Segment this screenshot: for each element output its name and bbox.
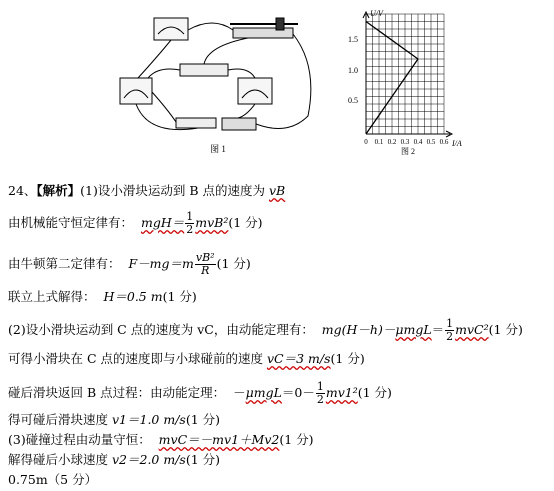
solution-line-6: 可得小滑块在 C 点的速度即与小球碰前的速度 vC＝3 m/s(1 分) <box>8 351 365 366</box>
switch-icon <box>176 118 216 128</box>
solution-line-4: 联立上式解得： H＝0.5 m(1 分) <box>8 289 197 304</box>
solution-line-8: 得可碰后滑块速度 v1＝1.0 m/s(1 分) <box>8 412 221 427</box>
x-tick-0-5: 0.5 <box>426 138 436 146</box>
ammeter-icon <box>120 78 152 104</box>
x-axis-label: I/A <box>452 139 462 148</box>
solution-line-5: (2)设小滑块运动到 C 点的速度为 vC，由动能定理有： mg(H－h)－μmgL＝ $\frac{1}{2}$ mvC²(1 分) <box>8 317 523 343</box>
solution-line-7: 碰后滑块返回 B 点过程：由动能定理： －μmgL＝0－ $\frac{1}{2}$ mv1²(1 分) <box>8 380 392 406</box>
y-axis-label: U/V <box>370 9 383 18</box>
x-tick-0-6: 0.6 <box>439 138 449 146</box>
fig1-caption: 图 1 <box>210 144 226 154</box>
fig2-caption: 图 2 <box>401 147 415 156</box>
solution-line-11: 0.75m（5 分） <box>8 472 98 487</box>
voltmeter-right-icon <box>238 78 272 104</box>
solution-line-10: 解得碰后小球速度 v2＝2.0 m/s(1 分) <box>8 452 221 467</box>
voltmeter-top-icon <box>154 18 188 40</box>
y-tick-1-5: 1.5 <box>348 35 358 44</box>
solution-line-1: 24、【解析】(1)设小滑块运动到 B 点的速度为 vB <box>8 183 286 198</box>
y-tick-1-0: 1.0 <box>348 66 358 75</box>
x-tick-0: 0 <box>364 138 368 146</box>
ui-graph <box>342 6 484 156</box>
x-tick-0-2: 0.2 <box>387 138 397 146</box>
x-tick-0-3: 0.3 <box>400 138 410 146</box>
x-tick-0-1: 0.1 <box>374 138 384 146</box>
x-tick-0-4: 0.4 <box>413 138 423 146</box>
solution-line-9: (3)碰撞过程由动量守恒： mvC＝－mv1＋Mv2(1 分) <box>8 432 314 447</box>
solution-line-2: 由机械能守恒定律有： mgH＝ $\frac{1}{2}$ mvB²(1 分) <box>8 210 263 236</box>
battery-icon <box>180 64 228 76</box>
circuit-figure <box>118 6 328 156</box>
solution-line-3: 由牛顿第二定律有： F－mg＝m $\frac{\text{vB²}}{R}$ (1 分) <box>8 251 251 277</box>
y-tick-0-5: 0.5 <box>348 96 358 105</box>
